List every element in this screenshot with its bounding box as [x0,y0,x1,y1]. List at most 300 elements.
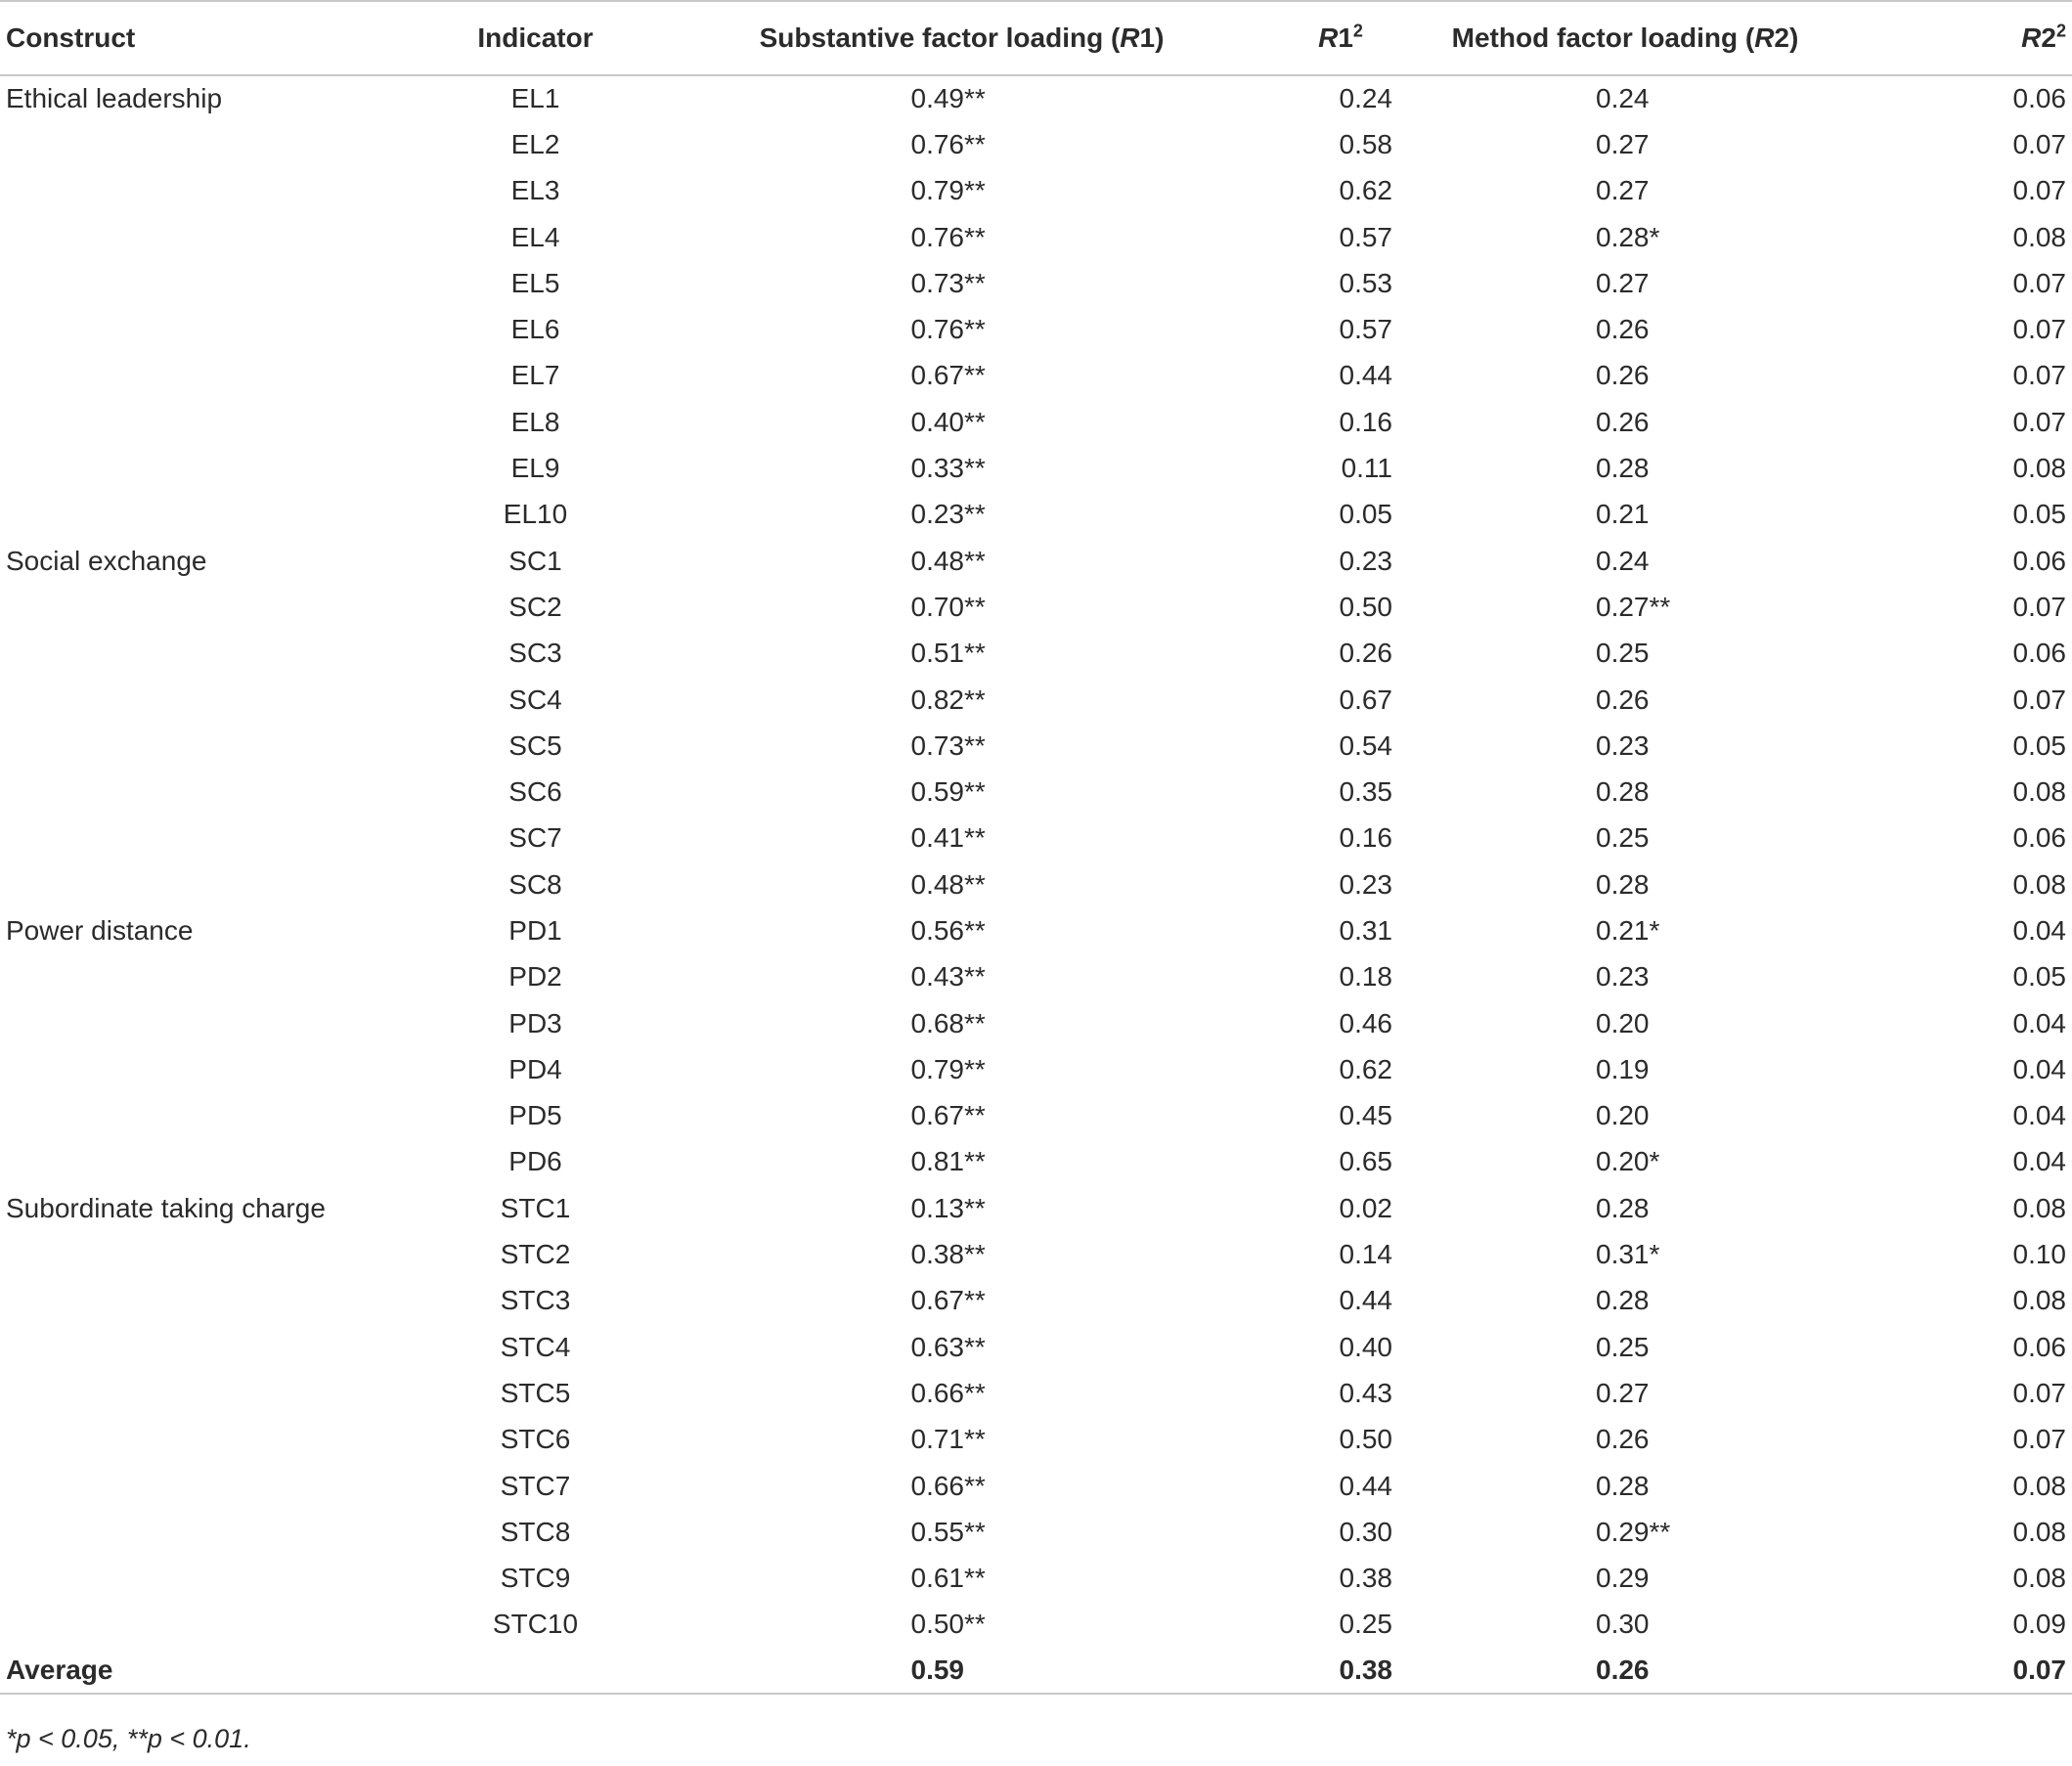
header-method-prefix: Method factor loading ( [1451,22,1755,53]
header-construct-label: Construct [6,22,136,53]
substantive-loading-cell [640,260,1283,306]
table-row [0,1463,2072,1509]
header-construct [0,1,430,75]
substantive-loading-cell-value: 0.73** [910,729,986,761]
method-loading-cell [1398,260,1852,306]
method-loading-cell-value: 0.26 [1596,1424,1650,1455]
indicator-cell [430,121,640,167]
method-loading-cell [1398,492,1852,538]
r1-squared-cell-value: 0.31 [1339,914,1392,946]
substantive-loading-cell [640,1231,1283,1277]
indicator-cell-value: STC8 [500,1516,571,1547]
indicator-cell [430,1093,640,1139]
header-r2-var: R [2021,22,2042,53]
r1-squared-cell [1283,1463,1398,1509]
construct-cell [0,168,430,214]
substantive-loading-cell-value: 0.66** [910,1470,986,1501]
r1-squared-cell [1283,168,1398,214]
average-label-cell [0,1648,430,1694]
r1-squared-cell-value: 0.44 [1339,360,1392,391]
average-substantive-cell [640,1648,1283,1694]
substantive-loading-cell-value: 0.67** [910,1100,986,1131]
header-r2-squared [1852,1,2072,75]
r2-squared-cell-value: 0.10 [2012,1239,2066,1270]
r1-squared-cell-value: 0.38 [1339,1563,1392,1594]
substantive-loading-cell [640,75,1283,121]
r1-squared-cell-value: 0.50 [1339,1424,1392,1455]
r2-squared-cell-value: 0.04 [2012,914,2066,946]
r2-squared-cell-value: 0.08 [2012,868,2066,900]
method-loading-cell-value: 0.27 [1596,1377,1650,1408]
table-row [0,1278,2072,1324]
indicator-cell [430,631,640,677]
r2-squared-cell [1852,492,2072,538]
substantive-loading-cell [640,121,1283,167]
r2-squared-cell-value: 0.08 [2012,776,2066,808]
construct-cell [0,1093,430,1139]
header-r1-num: 1 [1338,22,1353,53]
substantive-loading-cell [640,1324,1283,1370]
header-indicator [430,1,640,75]
r1-squared-cell-value: 0.62 [1339,1053,1392,1084]
r1-squared-cell-value: 0.54 [1339,729,1392,761]
indicator-cell-value: STC4 [500,1331,571,1362]
method-loading-cell [1398,168,1852,214]
indicator-cell-value: SC5 [508,729,562,761]
indicator-cell-value: PD5 [508,1100,562,1131]
r1-squared-cell [1283,1139,1398,1185]
method-loading-cell [1398,1463,1852,1509]
substantive-loading-cell-value: 0.59** [910,776,986,808]
construct-cell [0,75,430,121]
indicator-cell [430,1231,640,1277]
substantive-loading-cell-value: 0.51** [910,638,986,669]
r1-squared-cell [1283,1046,1398,1092]
header-indicator-label: Indicator [477,22,594,53]
indicator-cell-value: SC3 [508,638,562,669]
r1-squared-cell-value: 0.24 [1339,83,1392,114]
r1-squared-cell [1283,1556,1398,1602]
construct-cell [0,214,430,260]
construct-cell [0,260,430,306]
r1-squared-cell-value: 0.50 [1339,591,1392,622]
r2-squared-cell-value: 0.07 [2012,175,2066,206]
r1-squared-cell [1283,1370,1398,1416]
r2-squared-cell-value: 0.04 [2012,1100,2066,1131]
table-header [0,1,2072,75]
r1-squared-cell [1283,1417,1398,1463]
r1-squared-cell [1283,677,1398,723]
indicator-cell [430,168,640,214]
r1-squared-cell-value: 0.46 [1339,1007,1392,1038]
method-loading-cell-value: 0.28 [1596,453,1650,484]
r2-squared-cell-value: 0.04 [2012,1007,2066,1038]
method-loading-cell [1398,538,1852,584]
table-row [0,816,2072,861]
substantive-loading-cell-value: 0.71** [910,1424,986,1455]
r2-squared-cell-value: 0.08 [2012,1563,2066,1594]
indicator-cell-value: SC7 [508,822,562,854]
average-r2-squared-cell-value: 0.07 [2012,1655,2066,1686]
construct-cell [0,723,430,769]
method-loading-cell-value: 0.30 [1596,1609,1650,1640]
indicator-cell [430,769,640,815]
construct-cell [0,121,430,167]
substantive-loading-cell-value: 0.63** [910,1331,986,1362]
r1-squared-cell [1283,1278,1398,1324]
indicator-cell-value: STC5 [500,1377,571,1408]
indicator-cell [430,861,640,907]
indicator-cell-value: SC6 [508,776,562,808]
r1-squared-cell [1283,492,1398,538]
indicator-cell-value: PD6 [508,1146,562,1177]
indicator-cell-value: EL1 [510,83,560,114]
construct-cell [0,1602,430,1648]
indicator-cell [430,1324,640,1370]
indicator-cell-value: STC2 [500,1239,571,1270]
header-row [0,1,2072,75]
r1-squared-cell-value: 0.53 [1339,267,1392,298]
substantive-loading-cell [640,816,1283,861]
substantive-loading-cell [640,1000,1283,1046]
r2-squared-cell [1852,907,2072,953]
table-row [0,168,2072,214]
method-loading-cell [1398,631,1852,677]
r2-squared-cell [1852,1093,2072,1139]
r1-squared-cell [1283,631,1398,677]
average-indicator-cell [430,1648,640,1694]
method-loading-cell [1398,1139,1852,1185]
construct-cell [0,1324,430,1370]
substantive-loading-cell [640,1602,1283,1648]
r1-squared-cell [1283,75,1398,121]
r2-squared-cell [1852,954,2072,1000]
r1-squared-cell-value: 0.02 [1339,1192,1392,1223]
r2-squared-cell [1852,121,2072,167]
indicator-cell [430,907,640,953]
r2-squared-cell [1852,1463,2072,1509]
r2-squared-cell [1852,306,2072,352]
method-loading-cell [1398,1231,1852,1277]
method-loading-cell-value: 0.26 [1596,360,1650,391]
r2-squared-cell [1852,538,2072,584]
header-substantive-suffix: 1) [1139,22,1165,53]
table-row [0,538,2072,584]
r1-squared-cell [1283,769,1398,815]
method-loading-cell [1398,75,1852,121]
r2-squared-cell-value: 0.07 [2012,591,2066,622]
construct-cell [0,1278,430,1324]
r2-squared-cell [1852,1139,2072,1185]
r2-squared-cell-value: 0.07 [2012,267,2066,298]
construct-cell [0,584,430,630]
substantive-loading-cell-value: 0.33** [910,453,986,484]
substantive-loading-cell [640,538,1283,584]
r1-squared-cell-value: 0.26 [1339,638,1392,669]
r1-squared-cell-value: 0.44 [1339,1285,1392,1316]
method-loading-cell-value: 0.24 [1596,83,1650,114]
method-loading-cell [1398,1185,1852,1231]
r2-squared-cell [1852,353,2072,399]
r1-squared-cell [1283,306,1398,352]
construct-cell-value: Subordinate taking charge [6,1192,326,1223]
table-row [0,1000,2072,1046]
table-row [0,769,2072,815]
method-loading-cell [1398,723,1852,769]
method-loading-cell-value: 0.29** [1596,1516,1671,1547]
substantive-loading-cell-value: 0.76** [910,314,986,345]
method-loading-cell-value: 0.28 [1596,1470,1650,1501]
indicator-cell-value: EL4 [510,221,560,252]
indicator-cell-value: EL3 [510,175,560,206]
method-loading-cell [1398,1509,1852,1555]
substantive-loading-cell [640,723,1283,769]
construct-cell [0,1231,430,1277]
r2-squared-cell-value: 0.07 [2012,128,2066,159]
r1-squared-cell [1283,353,1398,399]
r2-squared-cell [1852,1509,2072,1555]
substantive-loading-cell [640,445,1283,491]
table-row [0,723,2072,769]
method-loading-cell-value: 0.27** [1596,591,1671,622]
r2-squared-cell-value: 0.08 [2012,1516,2066,1547]
method-loading-cell-value: 0.25 [1596,822,1650,854]
average-r1-squared-cell-value: 0.38 [1339,1655,1392,1686]
r2-squared-cell [1852,168,2072,214]
table-row [0,306,2072,352]
method-loading-cell-value: 0.26 [1596,406,1650,437]
construct-cell [0,1370,430,1416]
indicator-cell [430,399,640,445]
table-row [0,1556,2072,1602]
construct-cell [0,1556,430,1602]
table-row [0,677,2072,723]
r1-squared-cell-value: 0.25 [1339,1609,1392,1640]
substantive-loading-cell [640,1370,1283,1416]
substantive-loading-cell-value: 0.67** [910,360,986,391]
indicator-cell-value: PD1 [508,914,562,946]
r2-squared-cell-value: 0.06 [2012,638,2066,669]
substantive-loading-cell-value: 0.81** [910,1146,986,1177]
method-loading-cell-value: 0.24 [1596,545,1650,576]
method-loading-cell-value: 0.19 [1596,1053,1650,1084]
table-row [0,1602,2072,1648]
indicator-cell-value: EL7 [510,360,560,391]
r1-squared-cell [1283,214,1398,260]
r2-squared-cell [1852,861,2072,907]
method-loading-cell-value: 0.23 [1596,729,1650,761]
table-row [0,1139,2072,1185]
header-r1-squared [1283,1,1398,75]
indicator-cell [430,260,640,306]
construct-cell [0,907,430,953]
r1-squared-cell [1283,538,1398,584]
substantive-loading-cell [640,907,1283,953]
method-loading-cell-value: 0.28 [1596,1285,1650,1316]
r2-squared-cell-value: 0.04 [2012,1146,2066,1177]
substantive-loading-cell-value: 0.55** [910,1516,986,1547]
header-substantive-var: R [1120,22,1140,53]
substantive-loading-cell-value: 0.50** [910,1609,986,1640]
r2-squared-cell [1852,75,2072,121]
substantive-loading-cell [640,1185,1283,1231]
substantive-loading-cell [640,1139,1283,1185]
method-loading-cell [1398,1602,1852,1648]
r1-squared-cell [1283,584,1398,630]
r2-squared-cell [1852,769,2072,815]
method-loading-cell-value: 0.23 [1596,961,1650,993]
substantive-loading-cell [640,1093,1283,1139]
indicator-cell [430,538,640,584]
r1-squared-cell-value: 0.05 [1339,499,1392,530]
substantive-loading-cell [640,861,1283,907]
substantive-loading-cell [640,1046,1283,1092]
r1-squared-cell [1283,445,1398,491]
construct-cell [0,954,430,1000]
table-row [0,631,2072,677]
method-loading-cell-value: 0.27 [1596,175,1650,206]
r2-squared-cell [1852,1046,2072,1092]
substantive-loading-cell-value: 0.48** [910,868,986,900]
construct-cell [0,631,430,677]
method-loading-cell-value: 0.28 [1596,1192,1650,1223]
substantive-loading-cell-value: 0.38** [910,1239,986,1270]
r2-squared-cell [1852,816,2072,861]
indicator-cell [430,1278,640,1324]
substantive-loading-cell [640,353,1283,399]
r2-squared-cell-value: 0.09 [2012,1609,2066,1640]
r2-squared-cell-value: 0.07 [2012,406,2066,437]
method-loading-cell-value: 0.28 [1596,868,1650,900]
r1-squared-cell-value: 0.23 [1339,868,1392,900]
indicator-cell [430,1463,640,1509]
r1-squared-cell-value: 0.11 [1341,453,1392,484]
table-row [0,861,2072,907]
r1-squared-cell [1283,907,1398,953]
r1-squared-cell-value: 0.65 [1339,1146,1392,1177]
table-row [0,1417,2072,1463]
header-substantive-loading [640,1,1283,75]
substantive-loading-cell [640,631,1283,677]
substantive-loading-cell [640,399,1283,445]
r1-squared-cell-value: 0.30 [1339,1516,1392,1547]
indicator-cell-value: STC1 [500,1192,571,1223]
r1-squared-cell-value: 0.18 [1339,961,1392,993]
table-row [0,907,2072,953]
r1-squared-cell-value: 0.57 [1339,314,1392,345]
substantive-loading-cell-value: 0.70** [910,591,986,622]
method-loading-cell [1398,214,1852,260]
method-loading-cell [1398,1093,1852,1139]
method-loading-cell [1398,399,1852,445]
r1-squared-cell [1283,1093,1398,1139]
r2-squared-cell [1852,584,2072,630]
r2-squared-cell-value: 0.05 [2012,729,2066,761]
method-loading-cell [1398,584,1852,630]
method-loading-cell [1398,954,1852,1000]
header-method-var: R [1754,22,1775,53]
substantive-loading-cell [640,584,1283,630]
construct-cell [0,306,430,352]
table-row [0,1231,2072,1277]
method-loading-cell-value: 0.28 [1596,776,1650,808]
method-loading-cell-value: 0.20 [1596,1100,1650,1131]
method-loading-cell [1398,1046,1852,1092]
substantive-loading-cell-value: 0.48** [910,545,986,576]
indicator-cell [430,1000,640,1046]
r1-squared-cell-value: 0.43 [1339,1377,1392,1408]
method-loading-cell [1398,677,1852,723]
method-loading-cell-value: 0.21* [1596,914,1660,946]
r1-squared-cell-value: 0.16 [1339,406,1392,437]
substantive-loading-cell [640,769,1283,815]
r2-squared-cell [1852,1231,2072,1277]
method-loading-cell [1398,353,1852,399]
r1-squared-cell-value: 0.16 [1339,822,1392,854]
r1-squared-cell [1283,1602,1398,1648]
table-footnote: *p < 0.05, **p < 0.01. [6,1724,251,1753]
substantive-loading-cell-value: 0.23** [910,499,986,530]
substantive-loading-cell-value: 0.67** [910,1285,986,1316]
r1-squared-cell-value: 0.45 [1339,1100,1392,1131]
r1-squared-cell-value: 0.23 [1339,545,1392,576]
r1-squared-cell-value: 0.14 [1339,1239,1392,1270]
substantive-loading-cell-value: 0.79** [910,175,986,206]
substantive-loading-cell-value: 0.49** [910,83,986,114]
method-loading-cell-value: 0.28* [1596,221,1660,252]
table-row [0,1046,2072,1092]
indicator-cell [430,1556,640,1602]
substantive-loading-cell [640,1463,1283,1509]
substantive-loading-cell [640,214,1283,260]
substantive-loading-cell [640,1417,1283,1463]
indicator-cell-value: EL9 [510,453,560,484]
indicator-cell [430,677,640,723]
indicator-cell-value: PD2 [508,961,562,993]
substantive-loading-cell-value: 0.68** [910,1007,986,1038]
r2-squared-cell [1852,260,2072,306]
r1-squared-cell-value: 0.35 [1339,776,1392,808]
construct-cell [0,538,430,584]
average-substantive-cell-value: 0.59 [910,1655,964,1686]
table-row [0,1185,2072,1231]
method-loading-cell [1398,1417,1852,1463]
header-r2-sup: 2 [2055,21,2066,41]
construct-cell [0,399,430,445]
method-loading-cell [1398,1278,1852,1324]
r2-squared-cell-value: 0.07 [2012,684,2066,715]
method-loading-cell [1398,121,1852,167]
indicator-cell-value: EL6 [510,314,560,345]
r1-squared-cell [1283,1185,1398,1231]
substantive-loading-cell-value: 0.41** [910,822,986,854]
construct-cell [0,445,430,491]
r2-squared-cell [1852,1602,2072,1648]
indicator-cell [430,1185,640,1231]
method-loading-cell-value: 0.25 [1596,1331,1650,1362]
r2-squared-cell [1852,214,2072,260]
r1-squared-cell [1283,1000,1398,1046]
substantive-loading-cell [640,1278,1283,1324]
method-loading-cell [1398,306,1852,352]
r2-squared-cell-value: 0.08 [2012,221,2066,252]
method-loading-cell [1398,1324,1852,1370]
substantive-loading-cell-value: 0.56** [910,914,986,946]
table-row [0,75,2072,121]
r1-squared-cell [1283,399,1398,445]
construct-cell [0,816,430,861]
indicator-cell [430,816,640,861]
